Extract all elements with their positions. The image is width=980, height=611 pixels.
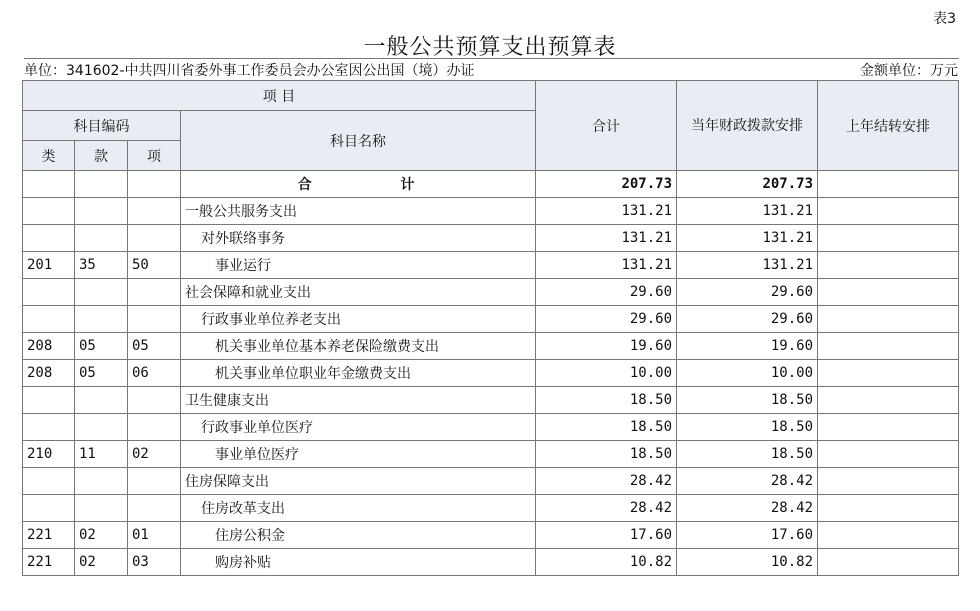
amount-current-year: 131.21	[677, 198, 818, 225]
amount-current-year: 131.21	[677, 252, 818, 279]
subject-name: 行政事业单位医疗	[181, 414, 536, 441]
code-category: 208	[23, 360, 75, 387]
table-row	[23, 387, 959, 414]
code-section	[75, 225, 128, 252]
amount-carryover	[818, 522, 959, 549]
amount-total: 18.50	[536, 414, 677, 441]
amount-current-year: 19.60	[677, 333, 818, 360]
table-row	[23, 333, 959, 360]
table-body	[23, 171, 959, 576]
amount-total: 17.60	[536, 522, 677, 549]
subject-name: 卫生健康支出	[181, 387, 536, 414]
amount-current-year: 10.00	[677, 360, 818, 387]
code-item	[128, 198, 181, 225]
table-row	[23, 522, 959, 549]
amount-current-year: 29.60	[677, 279, 818, 306]
total-current-amount: 207.73	[677, 171, 818, 198]
amount-total: 18.50	[536, 441, 677, 468]
code-category: 221	[23, 549, 75, 576]
code-category	[23, 468, 75, 495]
amount-current-year: 18.50	[677, 414, 818, 441]
table-row	[23, 468, 959, 495]
table-row	[23, 549, 959, 576]
amount-total: 29.60	[536, 279, 677, 306]
code-section	[75, 468, 128, 495]
amount-carryover	[818, 360, 959, 387]
amount-current-year: 10.82	[677, 549, 818, 576]
code-category: 208	[23, 333, 75, 360]
amount-current-year: 28.42	[677, 495, 818, 522]
table-header	[23, 81, 959, 171]
amount-carryover	[818, 495, 959, 522]
table-number: 表3	[933, 11, 956, 27]
subject-name: 一般公共服务支出	[181, 198, 536, 225]
amount-total: 28.42	[536, 495, 677, 522]
total-label: 合 计	[181, 171, 536, 198]
code-section	[75, 414, 128, 441]
header-carryover: 上年结转安排	[818, 81, 959, 171]
code-item: 01	[128, 522, 181, 549]
table-row	[23, 360, 959, 387]
subject-name: 事业单位医疗	[181, 441, 536, 468]
header-current-year: 当年财政拨款安排	[677, 81, 818, 171]
amount-carryover	[818, 387, 959, 414]
code-category: 210	[23, 441, 75, 468]
amount-current-year: 29.60	[677, 306, 818, 333]
code-section: 05	[75, 360, 128, 387]
code-category	[23, 306, 75, 333]
table-row	[23, 306, 959, 333]
subject-name: 住房保障支出	[181, 468, 536, 495]
amount-current-year: 28.42	[677, 468, 818, 495]
code-section	[75, 279, 128, 306]
code-item: 05	[128, 333, 181, 360]
header-code-group: 科目编码	[23, 111, 181, 141]
subject-name: 机关事业单位职业年金缴费支出	[181, 360, 536, 387]
amount-carryover	[818, 333, 959, 360]
title-underline	[24, 58, 959, 59]
table-row	[23, 198, 959, 225]
amount-total: 131.21	[536, 252, 677, 279]
code-item	[128, 414, 181, 441]
subject-name: 社会保障和就业支出	[181, 279, 536, 306]
code-section: 11	[75, 441, 128, 468]
total-carryover-amount	[818, 171, 959, 198]
code-item	[128, 225, 181, 252]
code-item: 50	[128, 252, 181, 279]
code-item	[128, 387, 181, 414]
code-item: 03	[128, 549, 181, 576]
amount-current-year: 131.21	[677, 225, 818, 252]
code-category	[23, 387, 75, 414]
subject-name: 机关事业单位基本养老保险缴费支出	[181, 333, 536, 360]
code-section: 05	[75, 333, 128, 360]
amount-current-year: 18.50	[677, 387, 818, 414]
subject-name: 住房改革支出	[181, 495, 536, 522]
code-category	[23, 279, 75, 306]
code-item	[128, 468, 181, 495]
amount-carryover	[818, 549, 959, 576]
amount-carryover	[818, 225, 959, 252]
unit-label: 单位：341602-中共四川省委外事工作委员会办公室因公出国（境）办证	[24, 63, 475, 79]
amount-carryover	[818, 198, 959, 225]
amount-total: 19.60	[536, 333, 677, 360]
header-subject-name: 科目名称	[181, 111, 536, 171]
code-category: 201	[23, 252, 75, 279]
table-row	[23, 495, 959, 522]
amount-total: 28.42	[536, 468, 677, 495]
amount-carryover	[818, 468, 959, 495]
code-category: 221	[23, 522, 75, 549]
header-category: 类	[23, 141, 75, 171]
amount-carryover	[818, 441, 959, 468]
page-title: 一般公共预算支出预算表	[363, 35, 617, 60]
subject-name: 购房补贴	[181, 549, 536, 576]
code-item	[128, 279, 181, 306]
table-row	[23, 279, 959, 306]
code-section	[75, 495, 128, 522]
amount-carryover	[818, 306, 959, 333]
subject-name: 事业运行	[181, 252, 536, 279]
code-category	[23, 495, 75, 522]
amount-carryover	[818, 252, 959, 279]
header-total: 合计	[536, 81, 677, 171]
amount-total: 29.60	[536, 306, 677, 333]
code-section	[75, 306, 128, 333]
code-section: 02	[75, 549, 128, 576]
total-row	[23, 171, 959, 198]
amount-carryover	[818, 279, 959, 306]
code-section	[75, 387, 128, 414]
code-item	[128, 495, 181, 522]
code-category	[23, 198, 75, 225]
amount-unit-label: 金额单位：万元	[860, 63, 958, 79]
amount-total: 10.00	[536, 360, 677, 387]
amount-total: 131.21	[536, 225, 677, 252]
table-row	[23, 441, 959, 468]
code-category	[23, 414, 75, 441]
code-category	[23, 225, 75, 252]
budget-table	[22, 80, 959, 576]
amount-total: 10.82	[536, 549, 677, 576]
header-section: 款	[75, 141, 128, 171]
amount-total: 18.50	[536, 387, 677, 414]
total-amount: 207.73	[536, 171, 677, 198]
table-row	[23, 225, 959, 252]
amount-current-year: 18.50	[677, 441, 818, 468]
subject-name: 对外联络事务	[181, 225, 536, 252]
header-item-code: 项	[128, 141, 181, 171]
code-section: 02	[75, 522, 128, 549]
amount-current-year: 17.60	[677, 522, 818, 549]
table-row	[23, 252, 959, 279]
amount-carryover	[818, 414, 959, 441]
code-item: 06	[128, 360, 181, 387]
code-item	[128, 306, 181, 333]
code-section: 35	[75, 252, 128, 279]
code-item: 02	[128, 441, 181, 468]
code-section	[75, 198, 128, 225]
subject-name: 住房公积金	[181, 522, 536, 549]
amount-total: 131.21	[536, 198, 677, 225]
header-item: 项 目	[23, 81, 536, 111]
table-row	[23, 414, 959, 441]
subject-name: 行政事业单位养老支出	[181, 306, 536, 333]
